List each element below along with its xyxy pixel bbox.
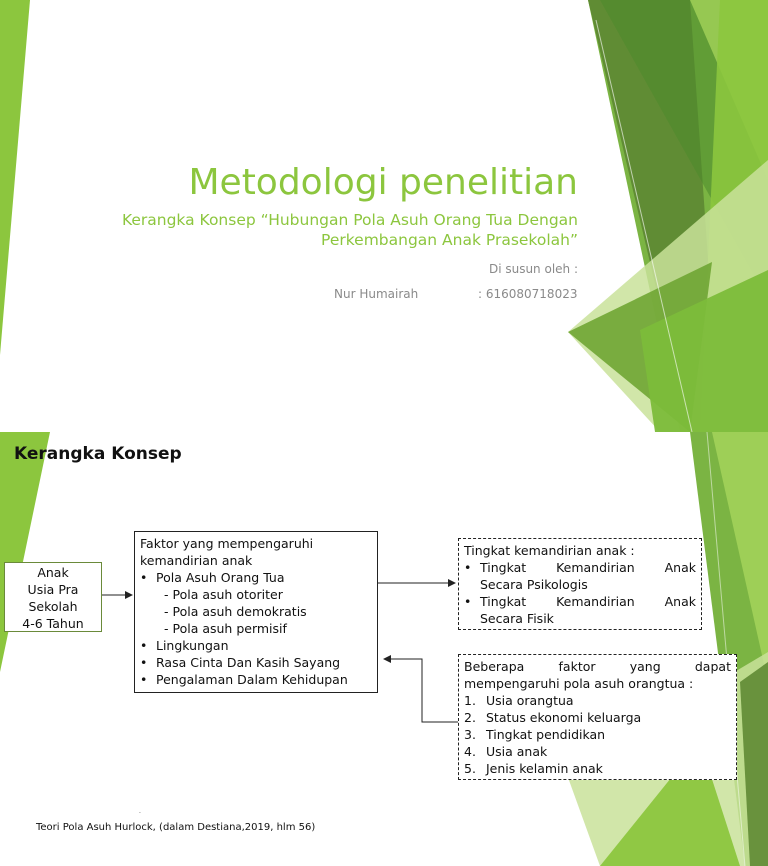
faktor-box bbox=[134, 531, 378, 693]
slide-subtitle bbox=[122, 210, 578, 250]
footnote: Teori Pola Asuh Hurlock, (dalam Destiana,2019, hlm 56) bbox=[36, 822, 316, 833]
beberapa-title-2: mempengaruhi pola asuh orangtua : bbox=[464, 676, 694, 691]
bullet-icon: • bbox=[140, 655, 148, 670]
faktor-title-1: Faktor yang mempengaruhi bbox=[140, 536, 314, 551]
bullet-icon: • bbox=[464, 560, 472, 575]
list-item: • Tingkat Kemandirian Anak Secara Fisik bbox=[464, 594, 696, 626]
sub-item: - Pola asuh permisif bbox=[164, 621, 287, 636]
anak-line: 4-6 Tahun bbox=[22, 616, 84, 631]
list-item: 3. Tingkat pendidikan bbox=[464, 727, 606, 742]
tingkat-box bbox=[458, 538, 702, 630]
list-item: 5. Jenis kelamin anak bbox=[464, 761, 603, 776]
sub-item: - Pola asuh demokratis bbox=[164, 604, 307, 619]
list-item: • Tingkat Kemandirian Anak Secara Psikologis bbox=[464, 560, 696, 592]
title-slide bbox=[0, 0, 768, 432]
list-item: • Lingkungan bbox=[140, 638, 229, 653]
beberapa-title-1: Beberapa faktor yang dapat bbox=[464, 659, 731, 674]
list-item: 4. Usia anak bbox=[464, 744, 548, 759]
list-item: • Rasa Cinta Dan Kasih Sayang bbox=[140, 655, 341, 670]
green-decoration-2 bbox=[0, 432, 768, 866]
anak-line: Anak bbox=[37, 565, 69, 580]
list-item: 1. Usia orangtua bbox=[464, 693, 574, 708]
slide-title: Metodologi penelitian bbox=[188, 162, 578, 203]
anak-line: Sekolah bbox=[28, 599, 78, 614]
author-nim: : 616080718023 bbox=[478, 287, 578, 301]
bullet-icon: • bbox=[140, 638, 148, 653]
bullet-icon: • bbox=[464, 594, 472, 609]
anak-line: Usia Pra bbox=[27, 582, 79, 597]
concept-framework-slide bbox=[0, 432, 768, 866]
prepared-by-label: Di susun oleh : bbox=[488, 262, 578, 276]
arrow-beberapa-to-faktor bbox=[384, 659, 458, 722]
anak-box bbox=[4, 562, 102, 632]
subtitle-line-1: Kerangka Konsep “Hubungan Pola Asuh Orang Tua Dengan bbox=[121, 211, 578, 229]
beberapa-faktor-box bbox=[458, 654, 737, 780]
stray-dot: . bbox=[139, 808, 141, 815]
list-item: 2. Status ekonomi keluarga bbox=[464, 710, 642, 725]
section-heading: Kerangka Konsep bbox=[14, 444, 182, 464]
faktor-title-2: kemandirian anak bbox=[140, 553, 253, 568]
list-item: • Pengalaman Dalam Kehidupan bbox=[140, 672, 348, 687]
tingkat-title: Tingkat kemandirian anak : bbox=[464, 543, 635, 558]
subtitle-line-2: Perkembangan Anak Prasekolah” bbox=[321, 231, 578, 249]
sub-item: - Pola asuh otoriter bbox=[164, 587, 283, 602]
author-name: Nur Humairah bbox=[334, 287, 419, 301]
bullet-icon: • bbox=[140, 570, 148, 585]
list-item: • Pola Asuh Orang Tua bbox=[140, 570, 285, 585]
bullet-icon: • bbox=[140, 672, 148, 687]
